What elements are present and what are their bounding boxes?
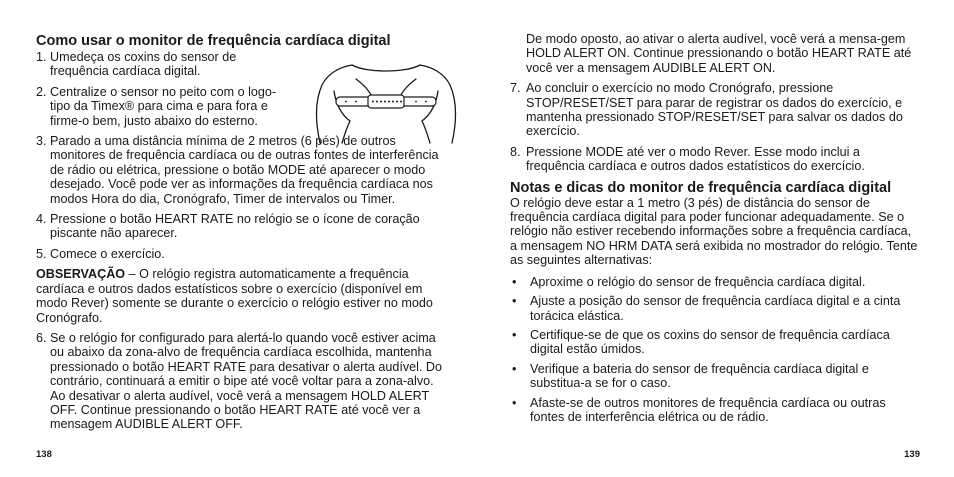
left-heading: Como usar o monitor de frequência cardíaca digital	[36, 33, 391, 49]
step-text: Umedeça os coxins do sensor de frequência cardíaca digital.	[50, 50, 237, 79]
observation-note	[36, 267, 446, 325]
step-text: Se o relógio for configurado para alertá-lo quando você estiver acima ou abaixo da zona-alvo de frequência cardíaca escolhida, mantenha pressionado o botão HEART RATE para desativar o alerta audível. Do contrário, continuará a emitir o bipe até você voltar para a zona-alvo. Ao desativar o alerta audível, você verá a mensagem HOLD ALERT OFF. Continue pressionando o botão HEART RATE até você ver a mensagem AUDIBLE ALERT OFF.	[50, 330, 443, 432]
step-item	[36, 134, 446, 206]
step-number: 2.	[36, 84, 47, 99]
step-number: 6.	[36, 330, 47, 345]
step-text: Pressione MODE até ver o modo Rever. Esse modo inclui a frequência cardíaca e outros dados estatísticos do exercício.	[526, 144, 865, 174]
observation-text: – O relógio registra automaticamente a frequência cardíaca e outros dados estatísticos sobre o exercício (disponível em modo Rever) somente se durante o exercício o relógio estiver no modo Cronógrafo.	[36, 267, 433, 325]
tip-text: Afaste-se de outros monitores de frequência cardíaca ou outras fontes de interferência elétrica ou de rádio.	[530, 395, 886, 424]
left-page	[36, 0, 446, 477]
tip-text: Certifique-se de que os coxins do sensor de frequência cardíaca digital estão úmidos.	[530, 327, 890, 357]
page-number-left: 138	[36, 449, 52, 460]
tip-item	[510, 362, 920, 391]
step-number: 8.	[510, 144, 521, 159]
page-number-right: 139	[904, 449, 920, 460]
bullet-icon: •	[512, 294, 517, 309]
steps-list-2	[36, 331, 446, 432]
left-content	[36, 50, 446, 438]
step-item	[36, 50, 280, 79]
bullet-icon: •	[512, 274, 517, 289]
step-item	[36, 85, 296, 128]
tips-list	[510, 275, 920, 425]
tip-item	[510, 328, 920, 357]
tip-text: Verifique a bateria do sensor de frequência cardíaca digital e substitua-a se for o caso.	[530, 361, 869, 391]
step-item	[36, 331, 446, 432]
tip-item	[510, 294, 920, 323]
step-number: 5.	[36, 246, 47, 261]
bullet-icon: •	[512, 361, 517, 376]
right-content	[510, 32, 920, 429]
step-text: Parado a uma distância mínima de 2 metros (6 pés) de outros monitores de frequência cardíaca ou de outras fontes de interferência de rádio ou elétrica, pressione o botão MODE até aparecer o modo desejado. Você pode ver as informações da frequência cardíaca nos modos Hora do dia, Cronógrafo, Timer de intervalos ou Timer.	[50, 134, 439, 206]
tip-item	[510, 396, 920, 425]
step-text: Ao concluir o exercício no modo Cronógrafo, pressione STOP/RESET/SET para parar de registrar os dados do exercício, e mantenha pressionado STOP/RESET/SET para salvar os dados do exercício.	[526, 81, 903, 139]
step-item	[510, 81, 920, 139]
tip-text: Aproxime o relógio do sensor de frequência cardíaca digital.	[530, 274, 866, 289]
tip-item	[510, 275, 920, 289]
observation-label: OBSERVAÇÃO	[36, 267, 126, 282]
step-text: Comece o exercício.	[50, 246, 165, 261]
bullet-icon: •	[512, 327, 517, 342]
steps-list-1	[36, 50, 446, 261]
step-item	[36, 212, 446, 241]
step-text: Pressione o botão HEART RATE no relógio se o ícone de coração piscante não aparecer.	[50, 212, 420, 241]
step-6-continuation: De modo oposto, ao ativar o alerta audível, você verá a mensa-gem HOLD ALERT ON. Continue pressionando o botão HEART RATE até você ver a mensagem AUDIBLE ALERT ON.	[526, 32, 912, 75]
tip-text: Ajuste a posição do sensor de frequência cardíaca digital e a cinta torácica elástica.	[530, 294, 901, 323]
right-page	[510, 0, 920, 477]
step-number: 4.	[36, 212, 47, 227]
step-item	[36, 247, 446, 261]
right-heading: Notas e dicas do monitor de frequência cardíaca digital	[510, 179, 892, 196]
step-number: 1.	[36, 50, 47, 64]
step-number: 3.	[36, 134, 47, 149]
bullet-icon: •	[512, 395, 517, 410]
steps-list-3	[510, 81, 920, 173]
tips-paragraph: O relógio deve estar a 1 metro (3 pés) de distância do sensor de frequência cardíaca digital para poder funcionar adequadamente. Se o relógio não estiver recebendo informações sobre a frequência cardíaca, a mensagem NO HRM DATA será exibida no mostrador do relógio. Tente as seguintes alternativas:	[510, 195, 918, 268]
step-item	[510, 145, 920, 174]
step-text: Centralize o sensor no peito com o logo-tipo da Timex® para cima e para fora e firme-o bem, justo abaixo do esterno.	[50, 84, 277, 128]
step-number: 7.	[510, 81, 521, 96]
